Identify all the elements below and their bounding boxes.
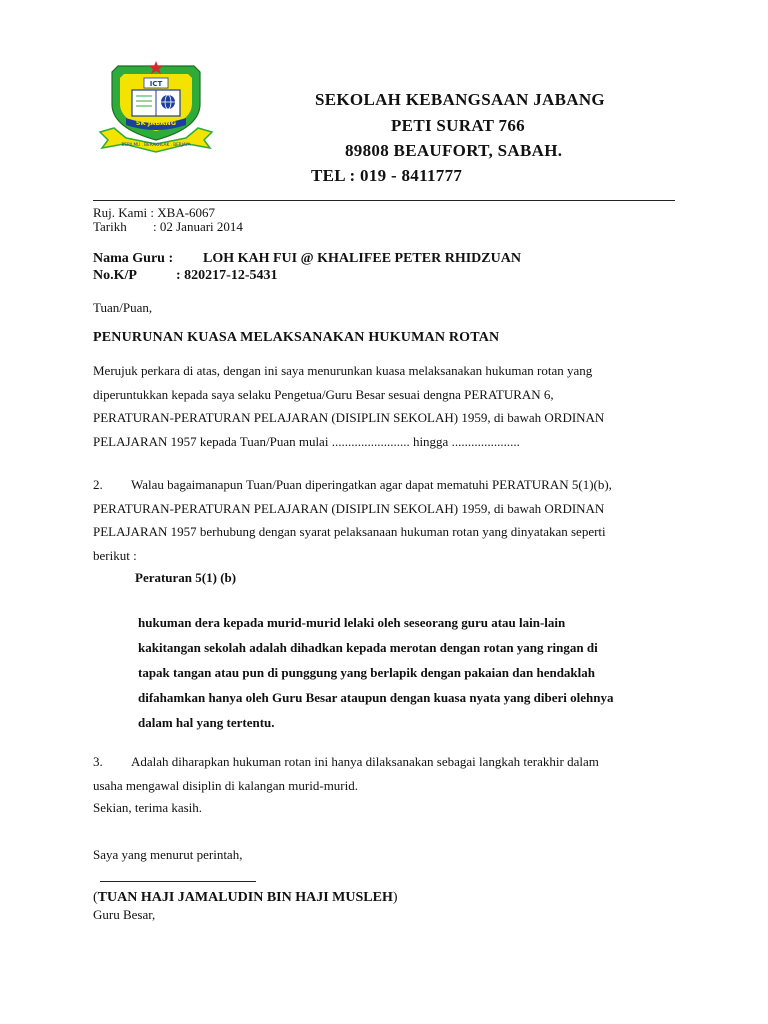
teacher-name-label: Nama Guru : [93, 251, 174, 266]
regulation-line: dalam hal yang tertentu. [138, 715, 275, 730]
regulation-line: kakitangan sekolah adalah dihadkan kepada merotan dengan rotan yang ringan di [138, 640, 598, 655]
paragraph-2-line: PELAJARAN 1957 berhubung dengan syarat pelaksanaan hukuman rotan yang dinyatakan seperti [93, 524, 606, 539]
header-school-name: SEKOLAH KEBANGSAAN JABANG [315, 90, 605, 109]
ic-number-value: : 820217-12-5431 [176, 268, 278, 283]
signature-line [100, 881, 256, 882]
paragraph-3-line: Adalah diharapkan hukuman rotan ini hanya dilaksanakan sebagai langkah terakhir dalam [131, 754, 599, 769]
date-label: Tarikh [93, 219, 127, 234]
logo-banner-text: SK JABANG [135, 119, 177, 127]
regulation-text [138, 610, 613, 735]
school-logo [96, 58, 216, 158]
signatory-close-paren: ) [392, 890, 398, 905]
regulation-title: Peraturan 5(1) (b) [135, 570, 237, 585]
signatory-name: TUAN HAJI JAMALUDIN BIN HAJI MUSLEH [97, 890, 393, 905]
paragraph-2-number: 2. [93, 477, 103, 492]
regulation-line: hukuman dera kepada murid-murid lelaki oleh seseorang guru atau lain-lain [138, 615, 566, 630]
closing-line: Sekian, terima kasih. [93, 800, 203, 815]
salutation: Tuan/Puan, [93, 300, 153, 315]
paragraph-1-line: PELAJARAN 1957 kepada Tuan/Puan mulai ........................ hingga ..................... [93, 433, 520, 449]
teacher-name-value: LOH KAH FUI @ KHALIFEE PETER RHIDZUAN [203, 251, 521, 266]
logo-motto: BERILMU . BERAKHLAK . BERJAYA [121, 142, 191, 147]
paragraph-1 [93, 359, 604, 453]
header-city: 89808 BEAUFORT, SABAH. [345, 141, 563, 160]
paragraph-1-line: diperuntukkan kepada saya selaku Pengetua/Guru Besar sesuai dengna PERATURAN 6, [93, 386, 554, 402]
paragraph-2 [93, 473, 612, 567]
header-divider [93, 200, 675, 201]
signatory-block [93, 890, 398, 906]
regulation-line: tapak tangan atau pun di punggung yang berlapik dengan pakaian dan hendaklah [138, 665, 596, 680]
ref-number: Ruj. Kami : XBA-6067 [93, 205, 216, 220]
paragraph-3 [93, 750, 599, 797]
paragraph-3-number: 3. [93, 754, 103, 769]
logo-top-text: ICT [149, 80, 163, 88]
paragraph-2-line: Walau bagaimanapun Tuan/Puan diperingatkan agar dapat mematuhi PERATURAN 5(1)(b), [131, 477, 612, 492]
paragraph-2-line: PERATURAN-PERATURAN PELAJARAN (DISIPLIN SEKOLAH) 1959, di bawah ORDINAN [93, 500, 605, 516]
paragraph-3-line: usaha mengawal disiplin di kalangan murid-murid. [93, 777, 358, 793]
subject-heading: PENURUNAN KUASA MELAKSANAKAN HUKUMAN ROTAN [93, 330, 500, 345]
signatory-open-paren: ( [93, 890, 98, 905]
sign-off: Saya yang menurut perintah, [93, 847, 243, 862]
header-tel: TEL : 019 - 8411777 [311, 166, 463, 185]
ic-number-label: No.K/P [93, 268, 137, 283]
regulation-line: difahamkan hanya oleh Guru Besar ataupun dengan kuasa nyata yang diberi olehnya [138, 690, 614, 705]
header-po-box: PETI SURAT 766 [391, 116, 525, 135]
signatory-title: Guru Besar, [93, 907, 156, 922]
paragraph-1-line: PERATURAN-PERATURAN PELAJARAN (DISIPLIN SEKOLAH) 1959, di bawah ORDINAN [93, 410, 605, 425]
paragraph-2-line: berikut : [93, 547, 137, 563]
paragraph-1-line: Merujuk perkara di atas, dengan ini saya menurunkan kuasa melaksanakan hukuman rotan yang [93, 363, 593, 378]
date-value: : 02 Januari 2014 [153, 219, 243, 234]
